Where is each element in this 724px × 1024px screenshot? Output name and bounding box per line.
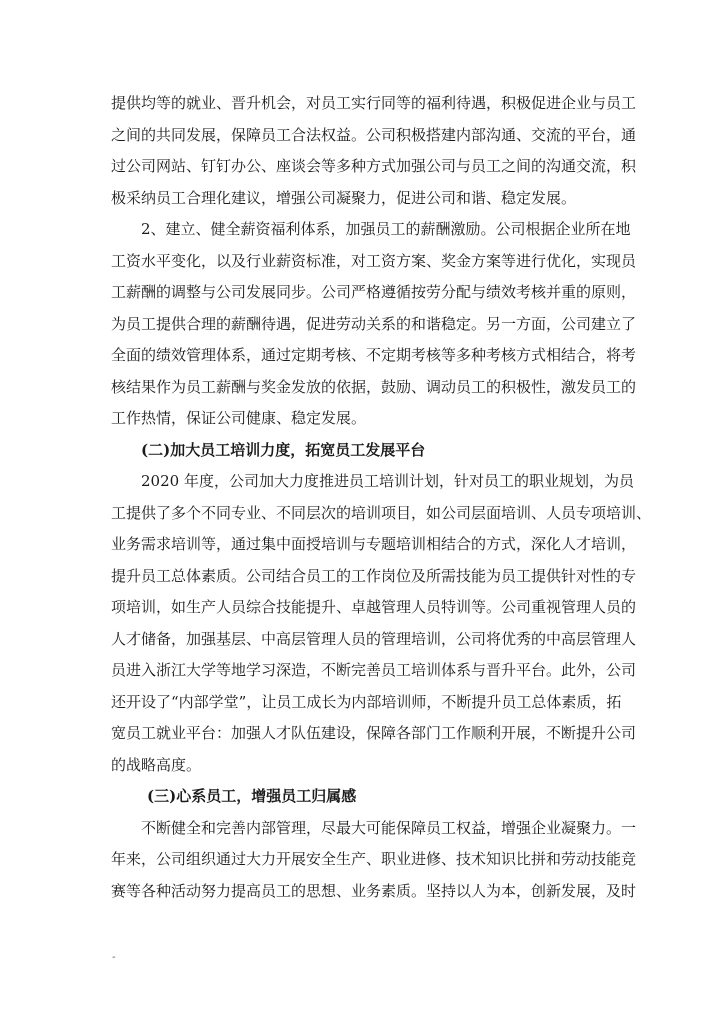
paragraph-line: 工作热情，保证公司健康、稳定发展。	[111, 409, 367, 427]
paragraph-line: 过公司网站、钉钉办公、座谈会等多种方式加强公司与员工之间的沟通交流，积	[111, 157, 637, 175]
paragraph-line: 极采纳员工合理化建议，增强公司凝聚力，促进公司和谐、稳定发展。	[111, 188, 577, 207]
paragraph-line: 核结果作为员工薪酬与奖金发放的依据，鼓励、调动员工的积极性，激发员工的	[111, 377, 637, 396]
section-heading: (三)心系员工，增强员工归属感	[147, 787, 357, 805]
paragraph-line: 赛等各种活动努力提高员工的思想、业务素质。坚持以人为本，创新发展，及时	[111, 881, 637, 900]
paragraph-line: 工薪酬的调整与公司发展同步。公司严格遵循按劳分配与绩效考核并重的原则，	[111, 283, 637, 301]
section-heading: (二)加大员工培训力度，拓宽员工发展平台	[141, 440, 426, 459]
paragraph-line: 工提供了多个不同专业、不同层次的培训项目，如公司层面培训、人员专项培训、	[111, 503, 652, 522]
paragraph-line: 2020 年度，公司加大力度推进员工培训计划，针对员工的职业规划，为员	[111, 472, 634, 490]
paragraph-line: 提供均等的就业、晋升机会，对员工实行同等的福利待遇，积极促进企业与员工	[111, 94, 637, 112]
document-body	[111, 88, 652, 907]
paragraph-line: 员进入浙江大学等地学习深造，不断完善员工培训体系与晋升平台。此外，公司	[111, 661, 637, 679]
paragraph-line: 人才储备，加强基层、中高层管理人员的管理培训，公司将优秀的中高层管理人	[111, 629, 637, 648]
paragraph-line: 年来，公司组织通过大力开展安全生产、职业进修、技术知识比拼和劳动技能竞	[111, 850, 637, 868]
paragraph-line: 提升员工总体素质。公司结合员工的工作岗位及所需技能为员工提供针对性的专	[111, 566, 637, 585]
paragraph-line: 项培训，如生产人员综合技能提升、卓越管理人员特训等。公司重视管理人员的	[111, 598, 637, 616]
paragraph-line: 业务需求培训等，通过集中面授培训与专题培训相结合的方式，深化人才培训，	[111, 535, 637, 553]
paragraph-line: 宽员工就业平台：加强人才队伍建设，保障各部门工作顺利开展，不断提升公司	[111, 724, 637, 742]
paragraph-line: 的战略高度。	[111, 755, 202, 774]
paragraph-line: 不断健全和完善内部管理，尽最大可能保障员工权益，增强企业凝聚力。一	[111, 818, 637, 837]
page-footer-mark: -	[112, 952, 116, 963]
paragraph-line: 工资水平变化，以及行业薪资标准，对工资方案、奖金方案等进行优化，实现员	[111, 251, 637, 270]
paragraph-line: 全面的绩效管理体系，通过定期考核、不定期考核等多种考核方式相结合，将考	[111, 346, 637, 364]
paragraph-line: 为员工提供合理的薪酬待遇，促进劳动关系的和谐稳定。另一方面，公司建立了	[111, 314, 637, 333]
paragraph-line: 2、建立、健全薪资福利体系，加强员工的薪酬激励。公司根据企业所在地	[111, 220, 631, 238]
paragraph-line: 之间的共同发展，保障员工合法权益。公司积极搭建内部沟通、交流的平台，通	[111, 125, 637, 144]
paragraph-line: 还开设了“内部学堂”，让员工成长为内部培训师，不断提升员工总体素质，拓	[111, 692, 622, 711]
